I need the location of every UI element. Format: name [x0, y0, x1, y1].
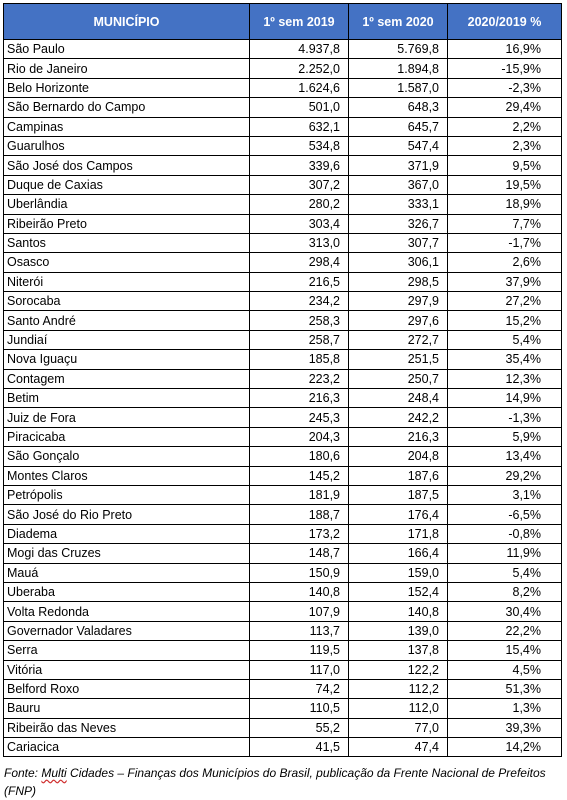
- cell-municipio: Juiz de Fora: [4, 408, 250, 427]
- cell-municipio: Osasco: [4, 253, 250, 272]
- cell-variation-pct: -1,7%: [448, 233, 562, 252]
- cell-1sem-2019: 145,2: [250, 466, 349, 485]
- cell-variation-pct: 4,5%: [448, 660, 562, 679]
- cell-1sem-2020: 187,6: [349, 466, 448, 485]
- cell-1sem-2020: 159,0: [349, 563, 448, 582]
- cell-1sem-2020: 152,4: [349, 582, 448, 601]
- cell-variation-pct: 51,3%: [448, 679, 562, 698]
- cell-1sem-2020: 333,1: [349, 195, 448, 214]
- cell-municipio: Niterói: [4, 272, 250, 291]
- cell-municipio: Belo Horizonte: [4, 78, 250, 97]
- header-1sem-2019: 1º sem 2019: [250, 4, 349, 40]
- cell-1sem-2019: 216,3: [250, 389, 349, 408]
- cell-municipio: Cariacica: [4, 738, 250, 757]
- cell-municipio: Contagem: [4, 369, 250, 388]
- cell-1sem-2020: 176,4: [349, 505, 448, 524]
- table-row: [4, 175, 562, 194]
- cell-1sem-2020: 307,7: [349, 233, 448, 252]
- municipal-revenue-table: [3, 3, 562, 757]
- cell-municipio: Bauru: [4, 699, 250, 718]
- table-row: [4, 466, 562, 485]
- header-1sem-2020: 1º sem 2020: [349, 4, 448, 40]
- table-row: [4, 214, 562, 233]
- cell-municipio: São José dos Campos: [4, 156, 250, 175]
- cell-variation-pct: 5,4%: [448, 330, 562, 349]
- cell-municipio: Uberlândia: [4, 195, 250, 214]
- cell-variation-pct: 14,9%: [448, 389, 562, 408]
- cell-1sem-2019: 140,8: [250, 582, 349, 601]
- cell-1sem-2019: 501,0: [250, 98, 349, 117]
- cell-municipio: Montes Claros: [4, 466, 250, 485]
- cell-1sem-2020: 371,9: [349, 156, 448, 175]
- cell-municipio: Rio de Janeiro: [4, 59, 250, 78]
- cell-variation-pct: 8,2%: [448, 582, 562, 601]
- cell-1sem-2019: 173,2: [250, 524, 349, 543]
- table-row: [4, 427, 562, 446]
- cell-variation-pct: 15,4%: [448, 641, 562, 660]
- cell-1sem-2019: 258,3: [250, 311, 349, 330]
- cell-municipio: Vitória: [4, 660, 250, 679]
- cell-municipio: Ribeirão das Neves: [4, 718, 250, 737]
- cell-variation-pct: 11,9%: [448, 544, 562, 563]
- cell-variation-pct: -1,3%: [448, 408, 562, 427]
- cell-1sem-2019: 298,4: [250, 253, 349, 272]
- cell-municipio: São Bernardo do Campo: [4, 98, 250, 117]
- cell-municipio: Duque de Caxias: [4, 175, 250, 194]
- cell-1sem-2019: 223,2: [250, 369, 349, 388]
- cell-1sem-2020: 248,4: [349, 389, 448, 408]
- source-note: [4, 764, 560, 800]
- cell-municipio: Jundiaí: [4, 330, 250, 349]
- cell-1sem-2019: 303,4: [250, 214, 349, 233]
- cell-1sem-2019: 216,5: [250, 272, 349, 291]
- cell-1sem-2020: 297,9: [349, 292, 448, 311]
- table-row: [4, 136, 562, 155]
- cell-1sem-2020: 648,3: [349, 98, 448, 117]
- cell-1sem-2019: 258,7: [250, 330, 349, 349]
- table-row: [4, 524, 562, 543]
- cell-municipio: Nova Iguaçu: [4, 350, 250, 369]
- cell-variation-pct: 35,4%: [448, 350, 562, 369]
- table-row: [4, 582, 562, 601]
- source-prefix: Fonte:: [4, 766, 42, 780]
- cell-1sem-2020: 547,4: [349, 136, 448, 155]
- cell-1sem-2019: 245,3: [250, 408, 349, 427]
- table-row: [4, 59, 562, 78]
- cell-1sem-2019: 185,8: [250, 350, 349, 369]
- cell-municipio: Piracicaba: [4, 427, 250, 446]
- cell-municipio: São Paulo: [4, 40, 250, 59]
- cell-variation-pct: 29,4%: [448, 98, 562, 117]
- cell-variation-pct: -0,8%: [448, 524, 562, 543]
- table-row: [4, 447, 562, 466]
- cell-municipio: São José do Rio Preto: [4, 505, 250, 524]
- cell-1sem-2020: 216,3: [349, 427, 448, 446]
- table-body: [4, 40, 562, 757]
- cell-municipio: Santo André: [4, 311, 250, 330]
- cell-variation-pct: 16,9%: [448, 40, 562, 59]
- cell-1sem-2019: 110,5: [250, 699, 349, 718]
- cell-municipio: Sorocaba: [4, 292, 250, 311]
- table-row: [4, 156, 562, 175]
- cell-1sem-2020: 139,0: [349, 621, 448, 640]
- table-row: [4, 679, 562, 698]
- cell-1sem-2020: 77,0: [349, 718, 448, 737]
- table-row: [4, 718, 562, 737]
- cell-1sem-2020: 251,5: [349, 350, 448, 369]
- cell-municipio: Mogi das Cruzes: [4, 544, 250, 563]
- table-row: [4, 98, 562, 117]
- cell-1sem-2019: 117,0: [250, 660, 349, 679]
- cell-1sem-2020: 306,1: [349, 253, 448, 272]
- cell-variation-pct: 9,5%: [448, 156, 562, 175]
- cell-1sem-2020: 242,2: [349, 408, 448, 427]
- cell-1sem-2020: 166,4: [349, 544, 448, 563]
- cell-1sem-2020: 250,7: [349, 369, 448, 388]
- cell-1sem-2019: 113,7: [250, 621, 349, 640]
- cell-1sem-2019: 41,5: [250, 738, 349, 757]
- cell-variation-pct: 19,5%: [448, 175, 562, 194]
- table-row: [4, 272, 562, 291]
- cell-variation-pct: 14,2%: [448, 738, 562, 757]
- cell-1sem-2019: 307,2: [250, 175, 349, 194]
- cell-1sem-2019: 313,0: [250, 233, 349, 252]
- table-row: [4, 641, 562, 660]
- table-row: [4, 78, 562, 97]
- cell-1sem-2020: 112,2: [349, 679, 448, 698]
- table-row: [4, 233, 562, 252]
- cell-1sem-2020: 1.587,0: [349, 78, 448, 97]
- cell-1sem-2020: 326,7: [349, 214, 448, 233]
- cell-variation-pct: 2,6%: [448, 253, 562, 272]
- table-row: [4, 602, 562, 621]
- cell-variation-pct: 12,3%: [448, 369, 562, 388]
- cell-1sem-2019: 74,2: [250, 679, 349, 698]
- cell-variation-pct: 18,9%: [448, 195, 562, 214]
- cell-1sem-2019: 150,9: [250, 563, 349, 582]
- table-row: [4, 195, 562, 214]
- source-brand: Multi: [41, 766, 67, 780]
- cell-variation-pct: 37,9%: [448, 272, 562, 291]
- cell-municipio: Campinas: [4, 117, 250, 136]
- cell-variation-pct: 2,2%: [448, 117, 562, 136]
- cell-1sem-2019: 2.252,0: [250, 59, 349, 78]
- cell-variation-pct: 1,3%: [448, 699, 562, 718]
- cell-1sem-2020: 367,0: [349, 175, 448, 194]
- cell-1sem-2019: 188,7: [250, 505, 349, 524]
- cell-municipio: Mauá: [4, 563, 250, 582]
- cell-1sem-2020: 140,8: [349, 602, 448, 621]
- cell-variation-pct: 3,1%: [448, 485, 562, 504]
- cell-1sem-2019: 534,8: [250, 136, 349, 155]
- cell-municipio: Guarulhos: [4, 136, 250, 155]
- table-row: [4, 621, 562, 640]
- cell-municipio: Diadema: [4, 524, 250, 543]
- header-variation-pct: 2020/2019 %: [448, 4, 562, 40]
- cell-variation-pct: 5,4%: [448, 563, 562, 582]
- cell-1sem-2019: 204,3: [250, 427, 349, 446]
- cell-variation-pct: 13,4%: [448, 447, 562, 466]
- cell-1sem-2019: 181,9: [250, 485, 349, 504]
- table-row: [4, 311, 562, 330]
- cell-1sem-2019: 148,7: [250, 544, 349, 563]
- cell-variation-pct: 2,3%: [448, 136, 562, 155]
- cell-1sem-2019: 180,6: [250, 447, 349, 466]
- cell-1sem-2020: 645,7: [349, 117, 448, 136]
- cell-1sem-2020: 272,7: [349, 330, 448, 349]
- source-suffix: Cidades – Finanças dos Municípios do Brasil, publicação da Frente Nacional de Prefeitos (FNP): [4, 766, 546, 798]
- cell-variation-pct: 30,4%: [448, 602, 562, 621]
- cell-1sem-2020: 137,8: [349, 641, 448, 660]
- cell-municipio: Ribeirão Preto: [4, 214, 250, 233]
- table-row: [4, 369, 562, 388]
- cell-municipio: Belford Roxo: [4, 679, 250, 698]
- cell-1sem-2020: 187,5: [349, 485, 448, 504]
- table-row: [4, 408, 562, 427]
- cell-1sem-2020: 112,0: [349, 699, 448, 718]
- cell-1sem-2020: 171,8: [349, 524, 448, 543]
- cell-municipio: Betim: [4, 389, 250, 408]
- table-row: [4, 699, 562, 718]
- cell-1sem-2019: 4.937,8: [250, 40, 349, 59]
- cell-variation-pct: -6,5%: [448, 505, 562, 524]
- header-municipio: MUNICÍPIO: [4, 4, 250, 40]
- cell-municipio: São Gonçalo: [4, 447, 250, 466]
- table-row: [4, 292, 562, 311]
- table-row: [4, 485, 562, 504]
- cell-municipio: Santos: [4, 233, 250, 252]
- cell-municipio: Governador Valadares: [4, 621, 250, 640]
- table-row: [4, 40, 562, 59]
- cell-variation-pct: 27,2%: [448, 292, 562, 311]
- cell-1sem-2019: 55,2: [250, 718, 349, 737]
- cell-variation-pct: -15,9%: [448, 59, 562, 78]
- table-row: [4, 505, 562, 524]
- cell-1sem-2019: 280,2: [250, 195, 349, 214]
- cell-1sem-2019: 1.624,6: [250, 78, 349, 97]
- table-row: [4, 350, 562, 369]
- cell-1sem-2019: 339,6: [250, 156, 349, 175]
- table-row: [4, 117, 562, 136]
- cell-variation-pct: 15,2%: [448, 311, 562, 330]
- cell-municipio: Uberaba: [4, 582, 250, 601]
- table-row: [4, 330, 562, 349]
- table-header-row: [4, 4, 562, 40]
- table-row: [4, 738, 562, 757]
- cell-municipio: Petrópolis: [4, 485, 250, 504]
- cell-1sem-2019: 234,2: [250, 292, 349, 311]
- cell-variation-pct: 5,9%: [448, 427, 562, 446]
- cell-municipio: Volta Redonda: [4, 602, 250, 621]
- cell-1sem-2020: 47,4: [349, 738, 448, 757]
- cell-1sem-2019: 119,5: [250, 641, 349, 660]
- cell-1sem-2020: 204,8: [349, 447, 448, 466]
- cell-variation-pct: -2,3%: [448, 78, 562, 97]
- cell-1sem-2020: 5.769,8: [349, 40, 448, 59]
- cell-variation-pct: 29,2%: [448, 466, 562, 485]
- cell-1sem-2020: 298,5: [349, 272, 448, 291]
- table-row: [4, 544, 562, 563]
- table-row: [4, 563, 562, 582]
- cell-1sem-2019: 107,9: [250, 602, 349, 621]
- cell-1sem-2019: 632,1: [250, 117, 349, 136]
- table-row: [4, 389, 562, 408]
- table-row: [4, 253, 562, 272]
- table-row: [4, 660, 562, 679]
- cell-variation-pct: 39,3%: [448, 718, 562, 737]
- cell-variation-pct: 7,7%: [448, 214, 562, 233]
- cell-1sem-2020: 1.894,8: [349, 59, 448, 78]
- cell-1sem-2020: 122,2: [349, 660, 448, 679]
- cell-municipio: Serra: [4, 641, 250, 660]
- cell-variation-pct: 22,2%: [448, 621, 562, 640]
- cell-1sem-2020: 297,6: [349, 311, 448, 330]
